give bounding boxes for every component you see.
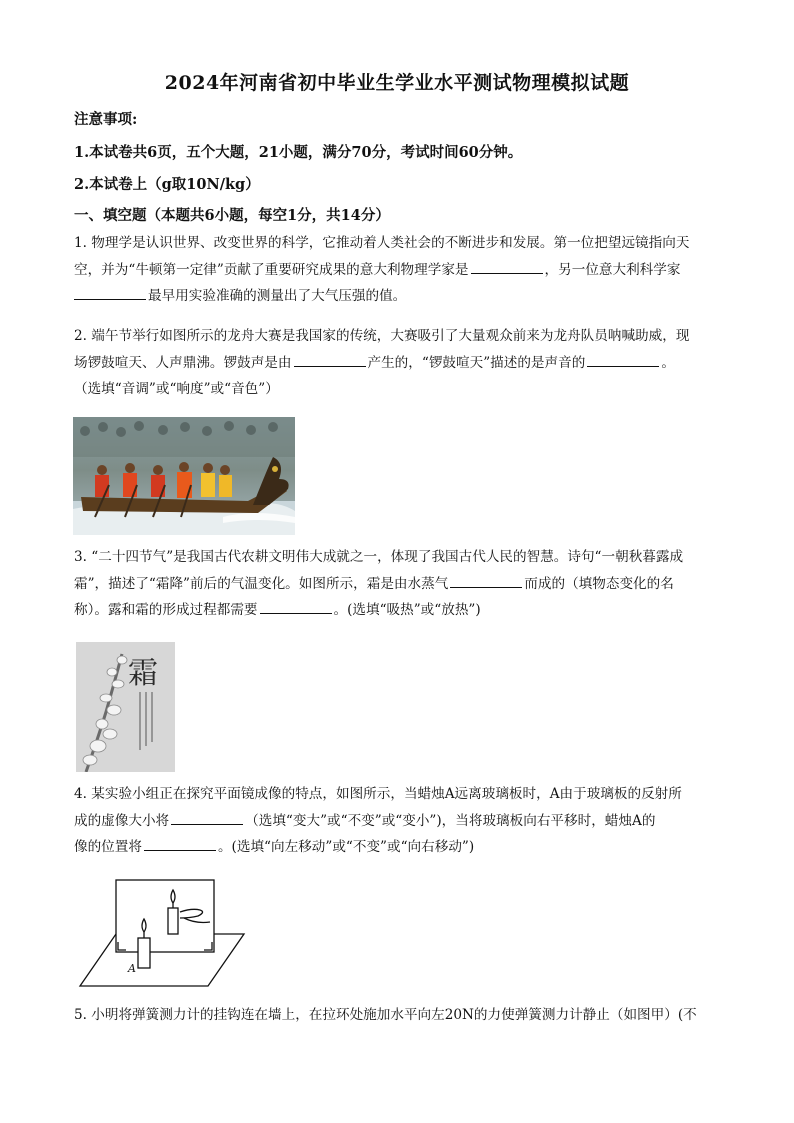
question-4: [74, 781, 724, 861]
answer-blank[interactable]: [74, 285, 146, 300]
dragon-boat-photo: [73, 417, 295, 535]
page-title: 2024年河南省初中毕业生学业水平测试物理模拟试题: [164, 72, 630, 94]
q3-line-2: 霜”，描述了“霜降”前后的气温变化。如图所示，霜是由水蒸气 而成的（填物态变化的名: [74, 571, 724, 598]
candle-a-label: A: [128, 962, 136, 975]
answer-blank[interactable]: [294, 352, 366, 367]
frost-character: 霜: [128, 656, 158, 691]
q2-line-3: （选填“音调”或“响度”或“音色”）: [74, 381, 279, 397]
q1-line-1: 1. 物理学是认识世界、改变世界的科学，它推动着人类社会的不断进步和发展。第一位把望远镜指向天: [74, 235, 690, 251]
notes-heading: 注意事项:: [74, 111, 138, 128]
question-3: [74, 544, 724, 624]
q4-line-2: 成的虚像大小将 （选填“变大”或“不变”或“变小”)，当将玻璃板向右平移时，蜡烛A的: [74, 808, 724, 835]
q5-line-1: 5. 小明将弹簧测力计的挂钩连在墙上，在拉环处施加水平向左20N的力使弹簧测力计静止（如图甲）(不: [74, 1007, 697, 1023]
question-1: [74, 230, 724, 310]
notes-item-1: 1.本试卷共6页，五个大题，21小题，满分70分，考试时间60分钟。: [74, 144, 523, 161]
q4-line-1: 4. 某实验小组正在探究平面镜成像的特点，如图所示，当蜡烛A远离玻璃板时，A由于玻璃板的反射所: [74, 786, 682, 802]
q1-line-3: 最早用实验准确的测量出了大气压强的值。: [74, 283, 724, 310]
q1-line-2: 空，并为“牛顿第一定律”贡献了重要研究成果的意大利物理学家是 ，另一位意大利科学家: [74, 257, 724, 284]
q3-line-1: 3. “二十四节气”是我国古代农耕文明伟大成就之一，体现了我国古代人民的智慧。诗句“一朝秋暮露成: [74, 549, 684, 565]
answer-blank[interactable]: [144, 836, 216, 851]
notes-item-2: 2.本试卷上（g取10N/kg）: [74, 176, 260, 193]
answer-blank[interactable]: [260, 599, 332, 614]
answer-blank[interactable]: [450, 573, 522, 588]
plane-mirror-diagram: [76, 872, 248, 990]
answer-blank[interactable]: [471, 259, 543, 274]
answer-blank[interactable]: [587, 352, 659, 367]
frost-illustration: [76, 642, 175, 772]
question-5: [74, 1002, 724, 1029]
question-2: [74, 323, 724, 403]
q2-line-1: 2. 端午节举行如图所示的龙舟大赛是我国家的传统，大赛吸引了大量观众前来为龙舟队员呐喊助威，现: [74, 328, 690, 344]
q3-line-3: 称）。露和霜的形成过程都需要 。(选填“吸热”或“放热”): [74, 597, 724, 624]
answer-blank[interactable]: [171, 810, 243, 825]
q2-line-2: 场锣鼓喧天、人声鼎沸。锣鼓声是由 产生的，“锣鼓喧天”描述的是声音的 。: [74, 350, 724, 377]
q4-line-3: 像的位置将 。(选填“向左移动”或“不变”或“向右移动”): [74, 834, 724, 861]
section-1-heading: 一、填空题（本题共6小题，每空1分，共14分）: [74, 207, 390, 224]
